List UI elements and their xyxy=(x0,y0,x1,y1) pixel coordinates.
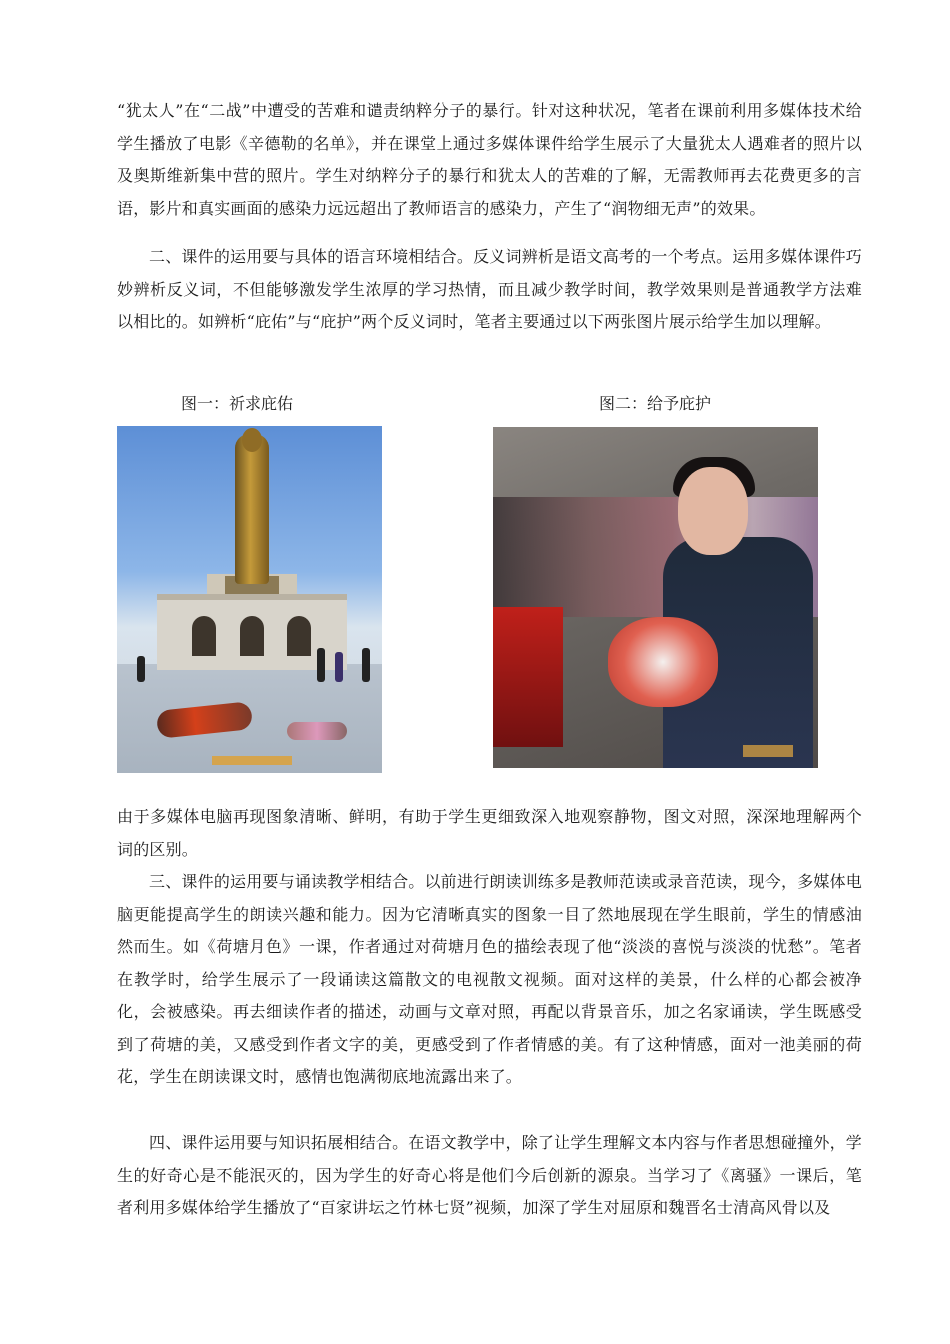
figure-1-image xyxy=(117,426,382,773)
figure-1-caption: 图一：祈求庇佑 xyxy=(181,394,294,413)
paragraph-1: “犹太人”在“二战”中遭受的苦难和谴责纳粹分子的暴行。针对这种状况，笔者在课前利用多媒体技术给学生播放了电影《辛德勒的名单》，并在课堂上通过多媒体课件给学生展示了大量犹太人遇难者的照片以及奥斯维新集中营的照片。学生对纳粹分子的暴行和犹太人的苦难的了解，无需教师再去花费更多的言语，影片和真实画面的感染力远远超出了教师语言的感染力，产生了“润物细无声”的效果。 xyxy=(117,101,862,218)
paragraph-2: 二、课件的运用要与具体的语言环境相结合。反义词辨析是语文高考的一个考点。运用多媒体课件巧妙辨析反义词，不但能够激发学生浓厚的学习热情，而且减少教学时间，教学效果则是普通教学方法难以相比的。如辨析“庇佑”与“庇护”两个反义词时，笔者主要通过以下两张图片展示给学生加以理解。 xyxy=(117,247,862,331)
figure-2-caption: 图二：给予庇护 xyxy=(599,394,712,413)
figure-2-image xyxy=(493,427,818,768)
paragraph-4: 三、课件的运用要与诵读教学相结合。以前进行朗读训练多是教师范读或录音范读，现今，多媒体电脑更能提高学生的朗读兴趣和能力。因为它清晰真实的图象一目了然地展现在学生眼前，学生的情感油然而生。如《荷塘月色》一课，作者通过对荷塘月色的描绘表现了他“淡淡的喜悦与淡淡的忧愁”。笔者在教学时，给学生展示了一段诵读这篇散文的电视散文视频。面对这样的美景，什么样的心都会被净化，会被感染。再去细读作者的描述，动画与文章对照，再配以背景音乐，加之名家诵读，学生既感受到了荷塘的美，又感受到作者文字的美，更感受到了作者情感的美。有了这种情感，面对一池美丽的荷花，学生在朗读课文时，感情也饱满彻底地流露出来了。 xyxy=(117,872,862,1086)
paragraph-5: 四、课件运用要与知识拓展相结合。在语文教学中，除了让学生理解文本内容与作者思想碰撞外，学生的好奇心是不能泯灭的，因为学生的好奇心将是他们今后创新的源泉。当学习了《离骚》一课后，笔者利用多媒体给学生播放了“百家讲坛之竹林七贤”视频，加深了学生对屈原和魏晋名士清高风骨以及 xyxy=(117,1133,862,1217)
paragraph-3: 由于多媒体电脑再现图象清晰、鲜明，有助于学生更细致深入地观察静物，图文对照，深深地理解两个词的区别。 xyxy=(117,807,862,859)
